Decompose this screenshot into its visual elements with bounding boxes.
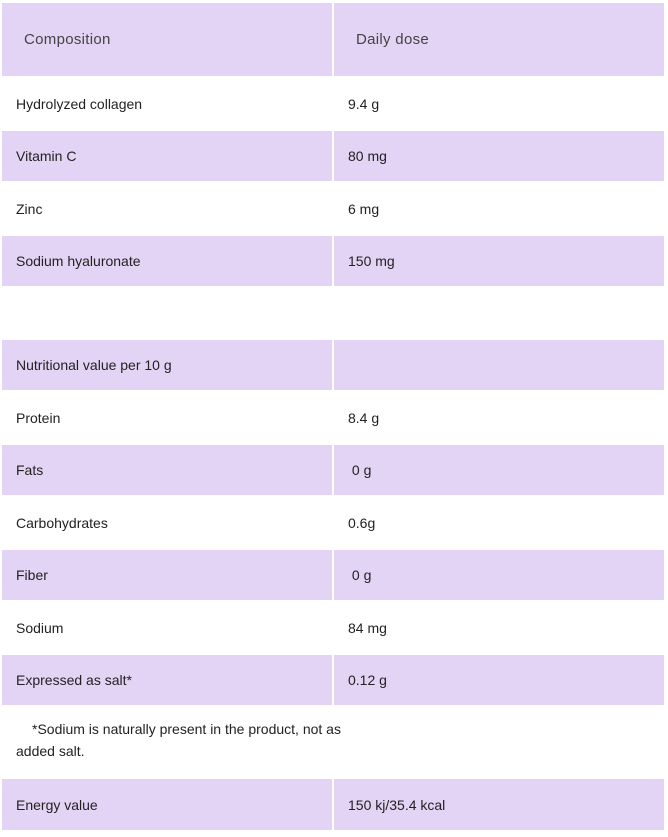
ingredient-name: Vitamin C: [2, 131, 332, 181]
ingredient-name: Sodium hyaluronate: [2, 236, 332, 286]
nutrient-name: Protein: [16, 409, 61, 426]
nutrient-name: Fats: [2, 445, 332, 495]
table-row: [2, 236, 664, 286]
nutrition-header: Nutritional value per 10 g: [2, 340, 332, 390]
nutrient-name: Fiber: [2, 550, 332, 600]
table-row: [2, 602, 664, 653]
composition-header-row: [2, 3, 664, 76]
ingredient-dose: 6 mg: [348, 200, 380, 217]
ingredient-dose: 150 mg: [334, 236, 664, 286]
nutrient-value: 0 g: [334, 550, 664, 600]
ingredient-dose: 9.4 g: [348, 95, 380, 112]
daily-dose-header: Daily dose: [334, 3, 664, 76]
nutrient-value: 0 g: [334, 445, 664, 495]
nutrient-value: 0.12 g: [334, 655, 664, 705]
nutrient-name: Sodium: [16, 619, 64, 636]
nutrient-name: Carbohydrates: [16, 514, 108, 531]
table-row: [2, 445, 664, 495]
table-row: [2, 655, 664, 705]
table-row: [2, 131, 664, 181]
nutrition-header-value: [334, 340, 664, 390]
ingredient-name: Hydrolyzed collagen: [16, 95, 143, 112]
table-row: [2, 392, 664, 443]
table-row: [2, 78, 664, 129]
ingredient-name: Zinc: [16, 200, 43, 217]
ingredient-dose: 80 mg: [334, 131, 664, 181]
nutrient-value: 150 kj/35.4 kcal: [334, 779, 664, 830]
nutrient-name: Expressed as salt*: [2, 655, 332, 705]
nutrition-header-row: [2, 340, 664, 390]
nutrient-value: 84 mg: [348, 619, 387, 636]
nutrient-name: Energy value: [2, 779, 332, 830]
composition-header: Composition: [2, 3, 332, 76]
table-row: [2, 550, 664, 600]
table-row: [2, 497, 664, 548]
sodium-footnote: *Sodium is naturally present in the product, not as added salt.: [16, 721, 341, 759]
nutrient-value: 8.4 g: [348, 409, 380, 426]
nutrient-value: 0.6g: [348, 514, 376, 531]
table-row: [2, 183, 664, 234]
energy-row: [2, 779, 664, 830]
